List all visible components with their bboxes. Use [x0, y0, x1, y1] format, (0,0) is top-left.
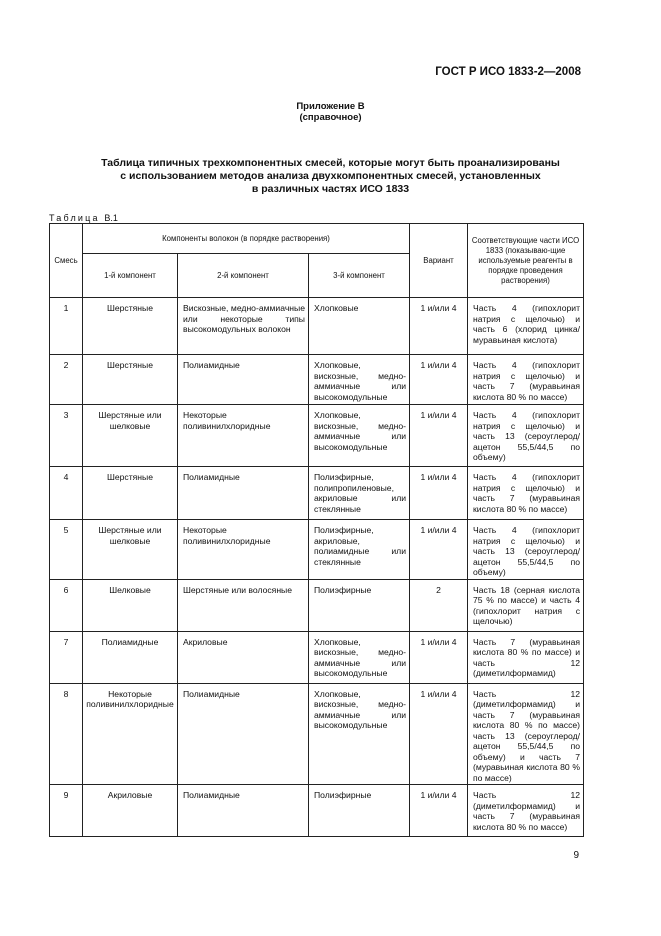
cell-mix	[50, 631, 83, 683]
cell-comp1-text: Шерстяные	[106, 472, 154, 482]
cell-comp2	[178, 298, 309, 355]
title-line: в различных частях ИСО 1833	[251, 183, 410, 195]
cell-comp3-text: Полиэфирные	[314, 584, 372, 595]
cell-comp1	[83, 298, 178, 355]
cell-mix	[50, 467, 83, 520]
header-comp3: 3-й компонент	[309, 254, 410, 298]
cell-parts-text: Часть 4 (гипохлорит натрия с щелочью) и часть 7 (муравьиная кислота 80 % по массе)	[473, 472, 581, 514]
document-code: ГОСТ Р ИСО 1833-2—2008	[435, 66, 581, 78]
cell-parts-text: Часть 4 (гипохлорит натрия с щелочью) и часть 7 (муравьиная кислота 80 % по массе)	[473, 360, 581, 402]
cell-comp1	[83, 520, 178, 580]
cell-comp2	[178, 579, 309, 631]
cell-parts	[468, 520, 584, 580]
cell-variant	[410, 683, 468, 785]
cell-comp2-text: Полиамидные	[183, 790, 240, 800]
cell-parts-text: Часть 12 (диметилформамид) и часть 7 (муравьиная кислота 80 % по массе)	[473, 790, 581, 832]
cell-comp1-text: Шерстяные	[106, 360, 154, 370]
cell-mix-text: 8	[63, 688, 69, 699]
cell-variant-text: 1 и/или 4	[420, 688, 457, 699]
cell-comp2-text: Некоторые поливинилхлоридные	[183, 410, 271, 431]
cell-mix-text: 1	[63, 303, 69, 313]
cell-comp2	[178, 785, 309, 837]
table-row	[50, 467, 584, 520]
cell-comp1-text: Шерстяные	[106, 303, 154, 313]
cell-comp2-text: Акриловые	[183, 636, 228, 647]
cell-variant-text: 1 и/или 4	[420, 303, 457, 313]
cell-comp2-text: Некоторые поливинилхлоридные	[183, 525, 271, 546]
table-row	[50, 405, 584, 467]
table-title	[40, 157, 621, 196]
cell-comp2-text: Полиамидные	[183, 360, 240, 370]
cell-mix-text: 2	[63, 360, 69, 370]
cell-comp2-text: Полиамидные	[183, 472, 240, 482]
cell-comp2	[178, 467, 309, 520]
cell-comp3-text: Полиэфирные, акриловые, полиамидные или стеклянные	[314, 525, 407, 567]
cell-variant	[410, 298, 468, 355]
cell-variant-text: 1 и/или 4	[420, 525, 457, 535]
cell-comp2	[178, 631, 309, 683]
cell-comp3	[309, 683, 410, 785]
cell-comp3-text: Полиэфирные	[314, 790, 372, 800]
cell-parts-text: Часть 7 (муравьиная кислота 80 % по массе) и часть 12 (диметилформамид)	[473, 636, 581, 678]
table-row	[50, 683, 584, 785]
cell-comp1	[83, 785, 178, 837]
cell-mix-text: 5	[63, 525, 69, 535]
cell-comp3	[309, 631, 410, 683]
header-comp2: 2-й компонент	[178, 254, 309, 298]
cell-comp1-text: Некоторые поливинилхлоридные	[86, 688, 174, 709]
cell-comp2	[178, 520, 309, 580]
cell-parts	[468, 355, 584, 405]
cell-parts	[468, 683, 584, 785]
cell-parts	[468, 405, 584, 467]
table-row	[50, 785, 584, 837]
cell-comp2	[178, 405, 309, 467]
page-number: 9	[573, 850, 579, 861]
cell-comp3	[309, 298, 410, 355]
cell-parts	[468, 631, 584, 683]
cell-comp3	[309, 355, 410, 405]
cell-comp1	[83, 355, 178, 405]
cell-parts	[468, 785, 584, 837]
header-comp1: 1-й компонент	[83, 254, 178, 298]
cell-comp3-text: Хлопковые, вискозные, медно-аммиачные или высокомодульные	[314, 636, 407, 678]
title-line: с использованием методов анализа двухкомпонентных смесей, установленных	[120, 170, 541, 182]
cell-variant-text: 1 и/или 4	[420, 636, 457, 647]
cell-parts-text: Часть 12 (диметилформамид) и часть 7 (муравьиная кислота 80 % по массе) часть 13 (сероуглерод/ацетон 55,5/44,5 по объему) и часть 7 (муравьиная кислота 80 % по массе)	[473, 688, 581, 783]
cell-parts-text: Часть 4 (гипохлорит натрия с щелочью) и часть 13 (сероуглерод/ацетон 55,5/44,5 по объему)	[473, 525, 581, 577]
cell-comp2-text: Вискозные, медно-аммиачные или некоторые типы высокомодульных волокон	[183, 303, 305, 334]
cell-variant	[410, 355, 468, 405]
cell-mix-text: 7	[63, 636, 69, 647]
cell-parts	[468, 579, 584, 631]
cell-comp3	[309, 405, 410, 467]
cell-variant	[410, 631, 468, 683]
cell-variant-text: 1 и/или 4	[420, 472, 457, 482]
cell-variant	[410, 520, 468, 580]
cell-comp3-text: Полиэфирные, полипропиленовые, акриловые или стеклянные	[314, 472, 407, 514]
annex-title: Приложение В	[296, 101, 365, 112]
cell-mix-text: 9	[63, 790, 69, 800]
annex-heading	[0, 101, 661, 123]
cell-comp3	[309, 520, 410, 580]
cell-variant-text: 1 и/или 4	[420, 360, 457, 370]
cell-variant	[410, 785, 468, 837]
cell-variant	[410, 467, 468, 520]
cell-variant	[410, 579, 468, 631]
cell-comp3-text: Хлопковые, вискозные, медно-аммиачные или высокомодульные	[314, 688, 407, 730]
cell-comp1-text: Шерстяные или шелковые	[98, 410, 162, 431]
table-row	[50, 298, 584, 355]
cell-variant-text: 1 и/или 4	[420, 790, 457, 800]
cell-comp3-text: Хлопковые, вискозные, медно-аммиачные или высокомодульные	[314, 410, 407, 452]
annex-subtitle: (справочное)	[299, 112, 362, 123]
cell-mix-text: 4	[63, 472, 69, 482]
cell-comp3	[309, 785, 410, 837]
cell-parts	[468, 467, 584, 520]
table-row	[50, 355, 584, 405]
cell-parts-text: Часть 4 (гипохлорит натрия с щелочью) и часть 6 (хлорид цинка/муравьиная кислота)	[473, 303, 581, 345]
table-label	[49, 213, 118, 223]
cell-mix	[50, 298, 83, 355]
cell-comp1-text: Полиамидные	[101, 636, 159, 647]
cell-comp1-text: Акриловые	[107, 790, 153, 800]
cell-comp2	[178, 683, 309, 785]
cell-mix	[50, 520, 83, 580]
cell-comp1	[83, 683, 178, 785]
cell-mix	[50, 785, 83, 837]
cell-variant-text: 2	[436, 584, 441, 595]
cell-variant-text: 1 и/или 4	[420, 410, 457, 420]
table-label-number: В.1	[104, 213, 118, 223]
cell-comp2-text: Шерстяные или волосяные	[183, 584, 293, 595]
table-label-prefix: Таблица	[49, 213, 100, 223]
cell-parts	[468, 298, 584, 355]
title-line: Таблица типичных трехкомпонентных смесей, которые могут быть проанализированы	[101, 157, 560, 169]
cell-comp1-text: Шерстяные или шелковые	[98, 525, 162, 546]
cell-comp2	[178, 355, 309, 405]
cell-comp1	[83, 631, 178, 683]
cell-mix-text: 6	[63, 584, 69, 595]
table-row	[50, 520, 584, 580]
cell-mix	[50, 579, 83, 631]
cell-comp1-text: Шелковые	[109, 584, 151, 595]
table-row	[50, 579, 584, 631]
mixtures-table	[49, 223, 584, 837]
cell-parts-text: Часть 4 (гипохлорит натрия с щелочью) и часть 13 (сероуглерод/ацетон 55,5/44,5 по объему)	[473, 410, 581, 462]
header-mix: Смесь	[50, 224, 83, 298]
cell-comp1	[83, 467, 178, 520]
cell-comp1	[83, 405, 178, 467]
cell-comp3-text: Хлопковые, вискозные, медно-аммиачные или высокомодульные	[314, 360, 407, 402]
cell-comp2-text: Полиамидные	[183, 688, 240, 699]
header-variant: Вариант	[410, 224, 468, 298]
cell-comp3	[309, 579, 410, 631]
cell-mix	[50, 405, 83, 467]
cell-mix	[50, 355, 83, 405]
cell-comp3-text: Хлопковые	[314, 303, 359, 313]
header-parts: Соответствующие части ИСО 1833 (показываю-щие используемые реагенты в порядке проведения растворения)	[468, 224, 584, 298]
table-row	[50, 631, 584, 683]
cell-variant	[410, 405, 468, 467]
cell-parts-text: Часть 18 (серная кислота 75 % по массе) и часть 4 (гипохлорит натрия с щелочью)	[473, 584, 581, 626]
cell-comp3	[309, 467, 410, 520]
cell-mix	[50, 683, 83, 785]
cell-comp1	[83, 579, 178, 631]
header-components-group: Компоненты волокон (в порядке растворения)	[83, 224, 410, 254]
cell-mix-text: 3	[63, 410, 69, 420]
